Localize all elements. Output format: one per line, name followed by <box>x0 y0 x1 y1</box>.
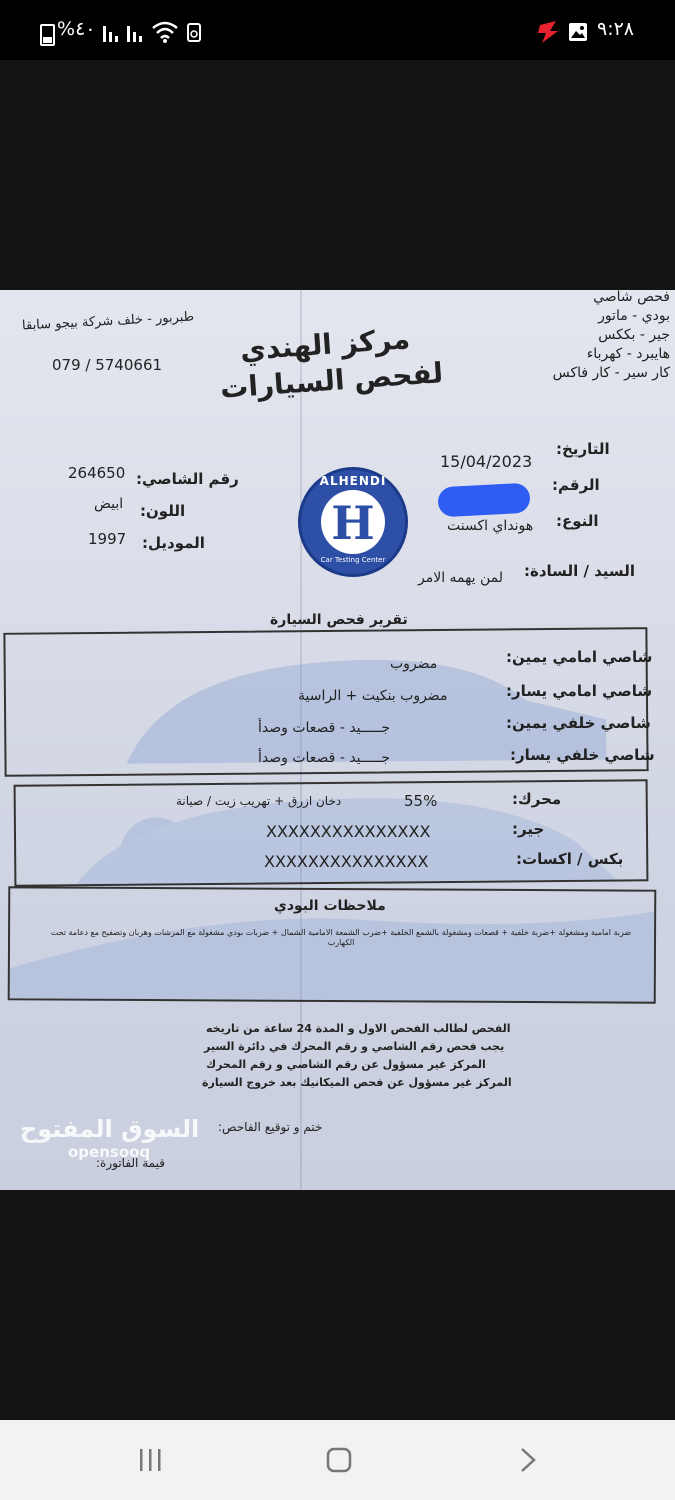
chassis-rear-left-value: جـــــيد - قصعات وصدأ <box>258 750 391 766</box>
type-value: هونداي اكسنت <box>447 518 534 534</box>
app-notification-icon <box>536 19 560 45</box>
customer-value: لمن يهمه الامر <box>418 570 503 586</box>
center-title-line1: مركز الهندي <box>239 322 412 367</box>
status-bar <box>0 0 675 60</box>
services-list: فحص شاصي بودي - ماتور جير - بككس هايبرد - كهرباء كار سير - كار فاكس <box>552 290 670 381</box>
alhendi-logo <box>298 467 408 577</box>
back-icon[interactable] <box>514 1446 542 1474</box>
engine-percent: 55% <box>404 792 438 810</box>
engine-value: دخان ازرق + تهريب زيت / صيانة <box>176 794 342 808</box>
chassis-no-label: رقم الشاصي: <box>136 470 239 488</box>
body-notes-title: ملاحظات البودي <box>274 898 386 914</box>
watermark-arabic: السوق المفتوح <box>20 1115 200 1143</box>
gear-value: XXXXXXXXXXXXXXX <box>266 822 431 841</box>
battery-icon <box>40 24 55 46</box>
recents-icon[interactable] <box>136 1446 164 1474</box>
invoice-label: قيمة الفاتورة: <box>96 1156 165 1170</box>
logo-text-bottom: Car Testing Center <box>320 556 386 564</box>
home-icon[interactable] <box>325 1446 353 1474</box>
chassis-rear-right-label: شاصي خلفي يمين: <box>506 714 651 732</box>
signature-label: ختم و توقيع الفاحص: <box>218 1120 323 1134</box>
chassis-front-left-label: شاصي امامي يسار: <box>506 682 653 700</box>
number-label: الرقم: <box>552 476 600 494</box>
chassis-front-right-value: مضروب <box>390 656 438 672</box>
customer-label: السيد / السادة: <box>524 562 635 580</box>
date-value: 15/04/2023 <box>440 452 533 471</box>
clock: ٩:٢٨ <box>597 18 635 40</box>
navigation-bar <box>0 1420 675 1500</box>
signal-icon <box>102 24 122 42</box>
document-photo[interactable] <box>0 290 675 1190</box>
engine-label: محرك: <box>512 790 562 808</box>
axles-value: XXXXXXXXXXXXXXX <box>264 852 429 871</box>
wifi-icon <box>151 20 179 44</box>
body-notes-text: ضربة امامية ومشغولة +ضربة خلفية + قصعات ومشغولة بالشمع الخلفية +ضرب الشمعة الامامية الشمال + ضربات بودي مشغولة مع المرشات وهربان وتصفيح مع دعامة تحت الكهارب <box>50 928 632 947</box>
report-title: تقرير فحص السيارة <box>270 612 408 628</box>
model-label: الموديل: <box>142 534 205 552</box>
image-icon <box>568 22 588 42</box>
color-value: ابيض <box>94 496 124 512</box>
logo-text-top: ALHENDI <box>319 474 387 488</box>
battery-percent: %٤٠ <box>57 18 96 40</box>
opensooq-watermark <box>20 1115 199 1161</box>
center-title-line2: لفحص السيارات <box>219 356 445 405</box>
model-value: 1997 <box>88 530 127 548</box>
storage-icon <box>186 21 202 43</box>
term-1: الفحص لطالب الفحص الاول و المدة 24 ساعة من تاريخه <box>206 1022 511 1035</box>
logo-letter: H <box>331 496 375 550</box>
chassis-rear-left-label: شاصي خلفي يسار: <box>510 746 655 764</box>
gear-label: جير: <box>512 820 545 838</box>
chassis-front-right-label: شاصي امامي يمين: <box>506 648 653 666</box>
axles-label: بكس / اكسات: <box>516 850 624 868</box>
chassis-front-left-value: مضروب بنكيت + الراسية <box>298 688 448 704</box>
type-label: النوع: <box>556 512 599 530</box>
chassis-rear-right-value: جـــــيد - قصعات وصدأ <box>258 720 391 736</box>
redacted-number <box>437 483 530 518</box>
watermark-latin: opensooq <box>68 1143 151 1161</box>
date-label: التاريخ: <box>556 440 610 458</box>
term-3: المركز غير مسؤول عن رقم الشاصي و رقم المحرك <box>206 1058 486 1071</box>
signal-icon <box>126 24 146 42</box>
address: طبربور - خلف شركة بيجو سابقا <box>21 309 195 334</box>
chassis-no-value: 264650 <box>68 464 126 482</box>
phone: 079 / 5740661 <box>52 356 163 374</box>
term-4: المركز غير مسؤول عن فحص الميكانيك بعد خروج السيارة <box>202 1076 512 1089</box>
color-label: اللون: <box>140 502 186 520</box>
term-2: يجب فحص رقم الشاصي و رقم المحرك في دائرة السير <box>204 1040 505 1053</box>
